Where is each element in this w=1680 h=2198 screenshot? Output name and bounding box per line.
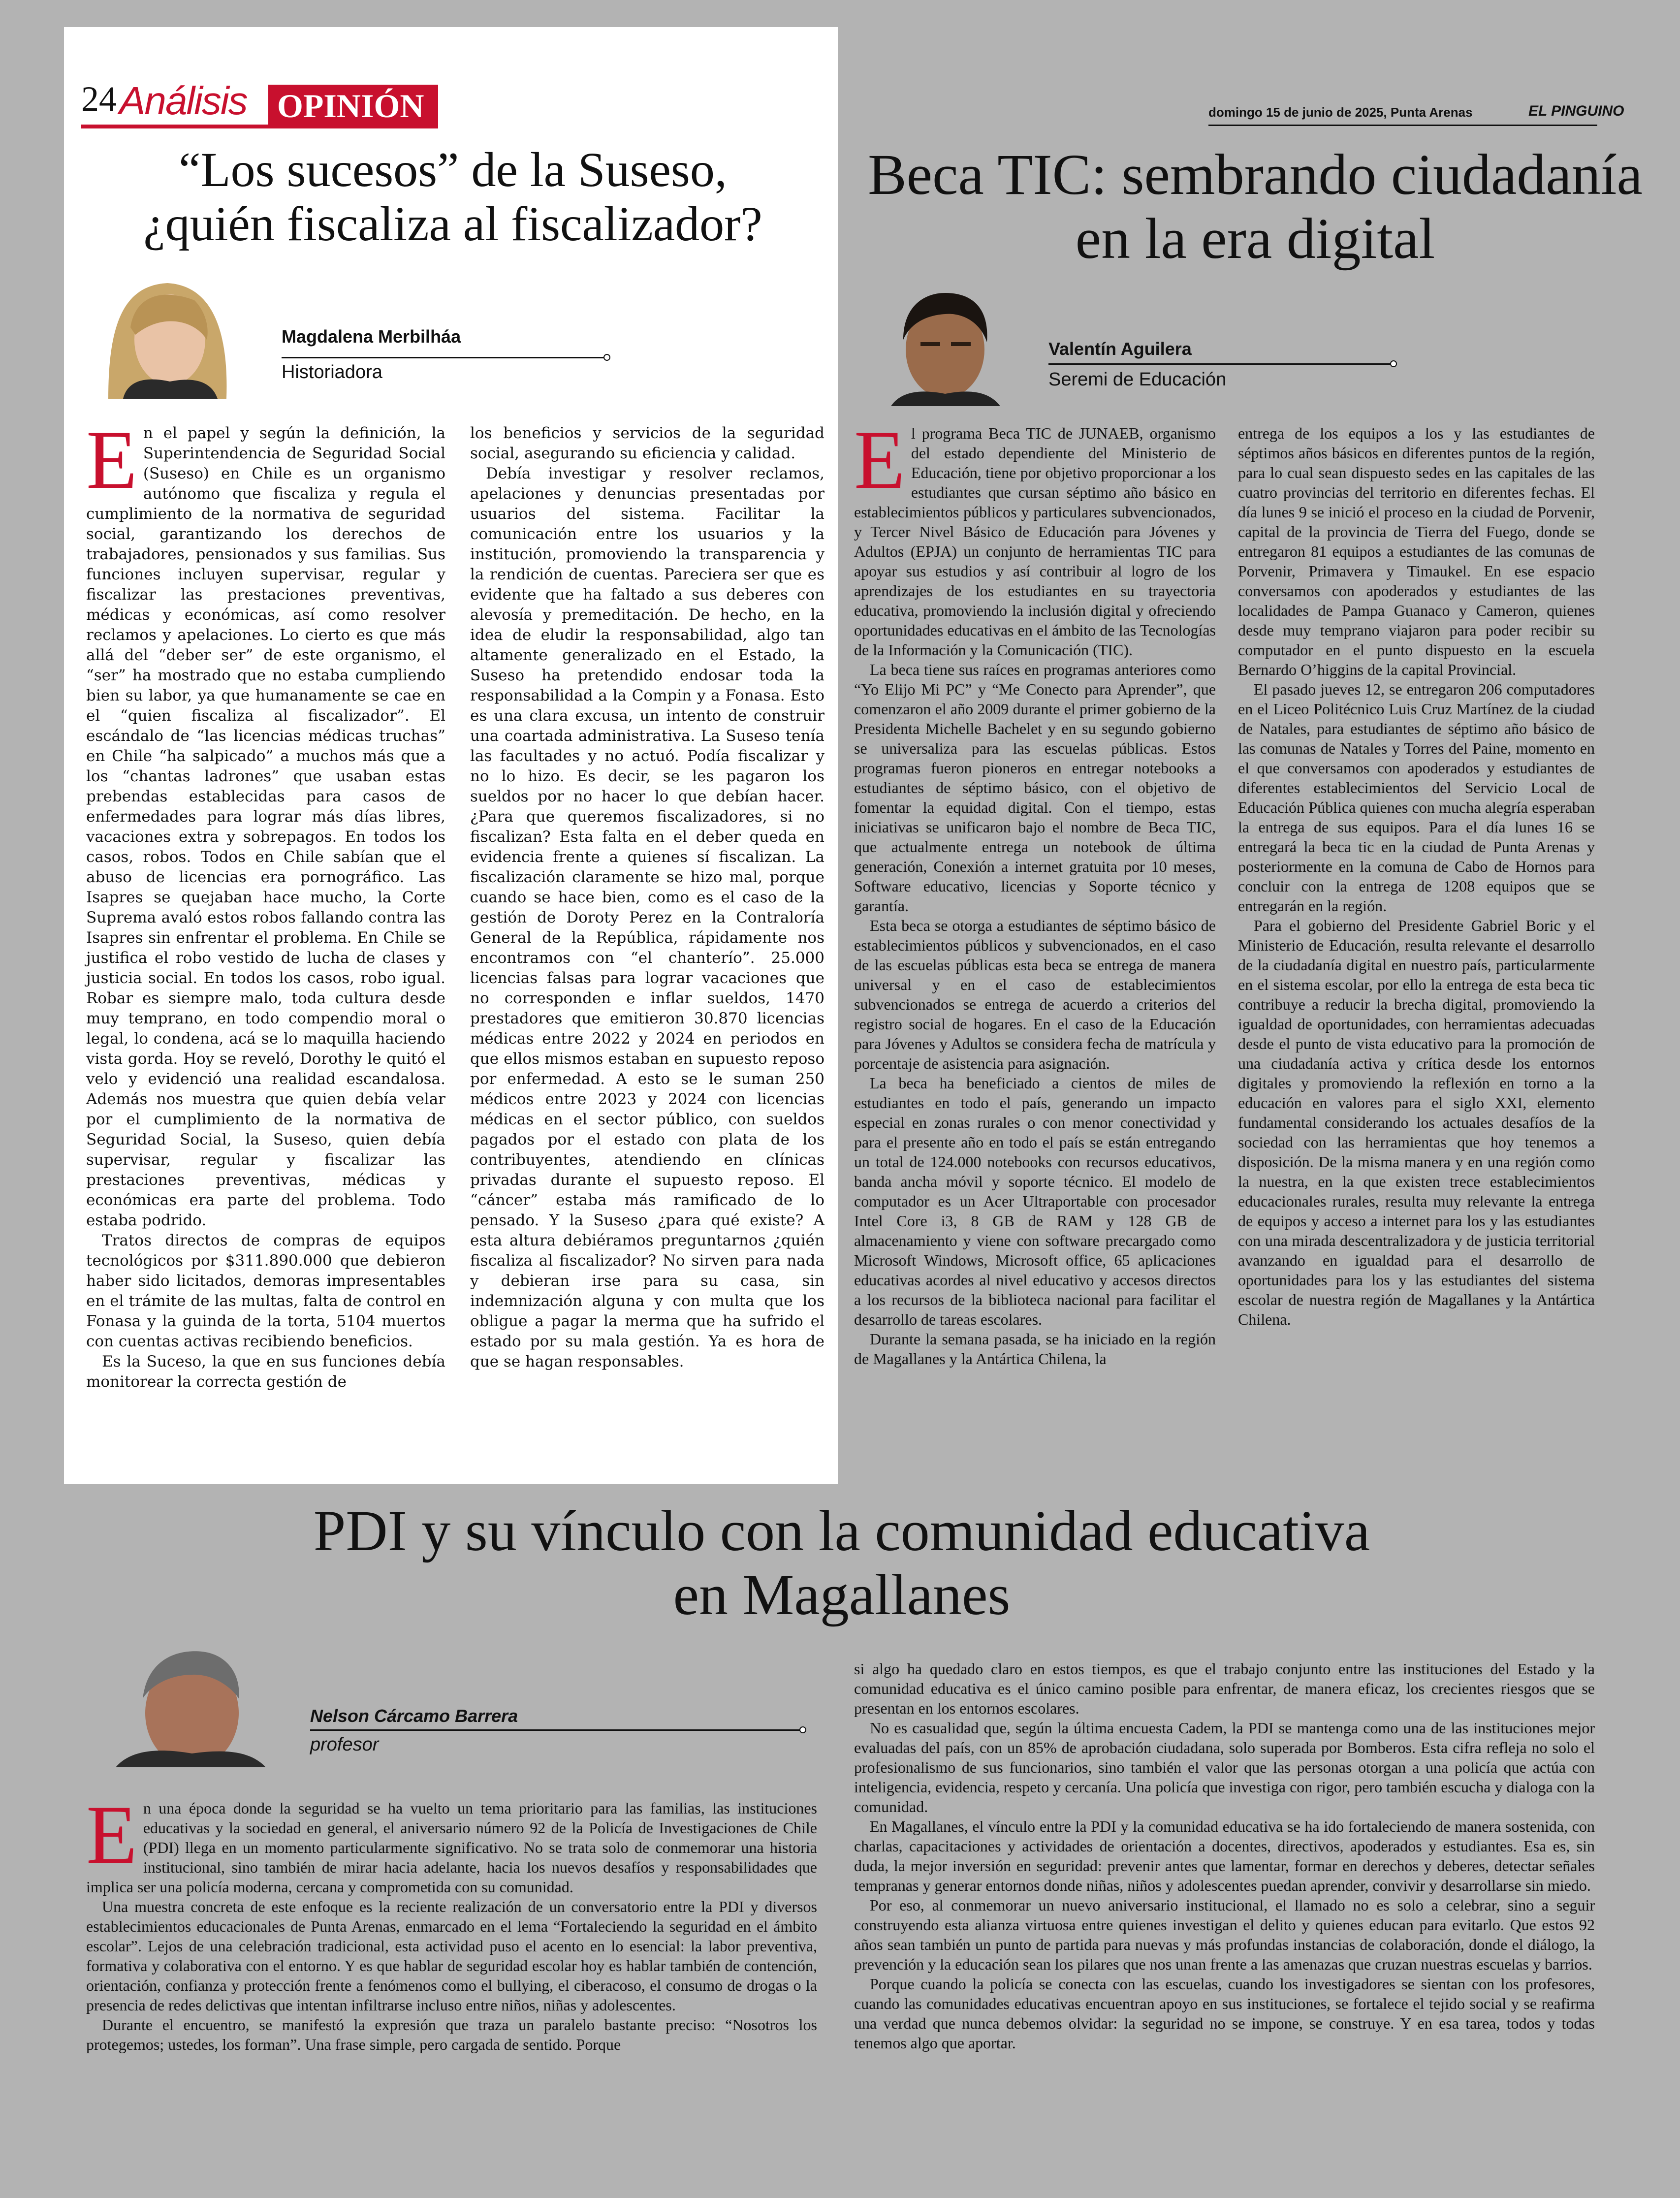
article1-column-2 <box>470 423 824 1372</box>
section-label-analisis: Análisis <box>119 79 247 123</box>
paragraph: Tratos directos de compras de equipos tecnológicos por $311.890.000 que debieron haber sido licitados, demoras impresentables en el trámite de las multas, falta de control en Fonasa y la guinda de la torta, 5104 muertos con cuentas activas recibiendo beneficios. <box>86 1232 445 1350</box>
paragraph: n el papel y según la definición, la Superintendencia de Seguridad Social (Suseso) en Chile es un organismo autónomo que fiscaliza y regula el cumplimiento de la normativa de seguridad social, garantizando los derechos de trabajadores, pensionados y sus familias. Sus funciones incluyen supervisar, regular y fiscalizar las prestaciones preventivas, médicas y económicas, así como resolver reclamos y apelaciones. Lo cierto es que más allá del “deber ser” de este organismo, el “ser” ha mostrado que no estaba cumpliendo bien su labor, ya que humanamente se cae en el “quien fiscaliza al fiscalizador”. El escándalo de “las licencias médicas truchas” en Chile “ha salpicado” a muchos más que a los “chantas ladrones” que usaban estas prebendas establecidas para casos de enfermedades para lograr más días libres, vacaciones extra y sobrepagos. En todos los casos, robos. Todos en Chile sabían que el abuso de licencias era pornográfico. Las Isapres se quejaban hace mucho, la Corte Suprema avaló estos robos fallando contra las Isapres sin enfrentar el problema. En Chile se justifica el robo vestido de lucha de clases y justicia social. En todos los casos, robo igual. Robar es siempre malo, toda cultura desde muy temprano, en todo compendio moral o legal, lo condena, acá se lo maquilla haciendo vista gorda. Hoy se reveló, Dorothy le quitó el velo y evidenció una realidad escandalosa. Además nos muestra que quien debía velar por el cumplimiento de la normativa de Seguridad Social, la Suseso, quien debía supervisar, regular y fiscalizar las prestaciones preventivas, médicas y económicas era parte del problema. Todo estaba podrido. <box>86 424 445 1229</box>
paragraph: Por eso, al conmemorar un nuevo aniversario institucional, el llamado no es solo a celebrar, sino a seguir construyendo esta alianza virtuosa entre quienes investigan el delito y quienes educan para evitarlo. Que estos 92 años sean también un punto de partida para nuevas y más profundas instancias de colaboración, donde el diálogo, la prevención y la educación sean los pilares que nos unan frente a las amenazas que cruzan nuestras escuelas y barrios. <box>854 1896 1595 1973</box>
section-rule <box>81 125 438 128</box>
header-rule <box>1208 125 1597 126</box>
article1-title: “Los sucesos” de la Suseso, ¿quién fiscaliza al fiscalizador? <box>143 142 762 251</box>
paragraph: si algo ha quedado claro en estos tiempos, es que el trabajo conjunto entre las instituciones del Estado y la comunidad educativa es el único camino posible para enfrentar, de manera eficaz, los crecientes riesgos que se presentan en los entornos escolares. <box>854 1660 1595 1717</box>
article2-column-2 <box>1238 423 1595 1329</box>
article2-drop-cap: E <box>854 414 905 506</box>
paragraph: los beneficios y servicios de la seguridad social, asegurando su eficiencia y calidad. <box>470 424 824 462</box>
article3-column-2 <box>854 1659 1595 2053</box>
paragraph: El pasado jueves 12, se entregaron 206 computadores en el Liceo Politécnico Luis Cruz Martínez de la ciudad de Natales, para estudiantes de séptimo año básico de las comunas de Natales y Torres del Paine, momento en el que conversamos con apoderados y estudiantes de diferentes establecimientos del Servicio Local de Educación Pública quienes con mucha alegría esperaban la entrega de sus equipos. Para el día lunes 16 se entregará la beca tic en la ciudad de Punta Arenas y posteriormente en la comuna de Cabo de Hornos para concluir con la entrega de 1208 equipos que se entregarán en la región. <box>1238 680 1595 915</box>
article2-author: Valentín Aguilera <box>1048 339 1192 359</box>
article1-author-role: Historiadora <box>282 362 382 382</box>
paragraph: n una época donde la seguridad se ha vuelto un tema prioritario para las familias, las instituciones educativas y la sociedad en general, el aniversario número 92 de la Policía de Investigaciones de Chile (PDI) llega en un momento particularmente significativo. No se trata solo de conmemorar una historia institucional, sino también de mirar hacia adelante, hacia los nuevos desafíos y responsabilidades que implica ser una policía moderna, cercana y comprometida con su comunidad. <box>86 1799 817 1896</box>
paragraph: l programa Beca TIC de JUNAEB, organismo del estado dependiente del Ministerio de Educación, tiene por objetivo proporcionar a los estudiantes que cursan séptimo año básico en establecimientos públicos y particulares subvencionados, y Tercer Nivel Básico de Educación para Jóvenes y Adultos (EPJA) un conjunto de herramientas TIC para apoyar sus estudios y así contribuir al logro de los aprendizajes de los estudiantes en su trayectoria educativa, promoviendo la inclusión digital y ofreciendo oportunidades educativas en el ámbito de las Tecnologías de la Información y la Comunicación (TIC). <box>854 424 1216 659</box>
paragraph: Para el gobierno del Presidente Gabriel Boric y el Ministerio de Educación, resulta relevante el desarrollo de la ciudadanía digital en nuestro país, particularmente en el sistema escolar, por ello la entrega de esta beca tic contribuye a reducir la brecha digital, promoviendo la igualdad de oportunidades, con herramientas adecuadas desde el punto de vista educativo para la promoción de una ciudadanía activa y crítica desde los entornos digitales y promoviendo la reflexión en torno a la educación en valores para el siglo XXI, elemento fundamental considerando los actuales desafíos de la sociedad con las herramientas que hoy tenemos a disposición. De la misma manera y en una región como la nuestra, en la que existen trece establecimientos educacionales rurales, resulta muy relevante la entrega de equipos y acceso a internet para los y las estudiantes con una mirada descentralizadora y de justicia territorial avanzando en igualdad para el desarrollo de oportunidades para los y las estudiantes del sistema escolar de nuestra región de Magallanes y la Antártica Chilena. <box>1238 917 1595 1328</box>
article3-drop-cap: E <box>86 1788 137 1881</box>
paragraph: Durante el encuentro, se manifestó la expresión que traza un paralelo bastante preciso: “Nosotros los protegemos; ustedes, los forman”. Una frase simple, pero cargada de sentido. Porque <box>86 2016 817 2053</box>
paragraph: La beca ha beneficiado a cientos de miles de estudiantes en todo el país, generando un impacto especial en zonas rurales o con menor conectividad y para el presente año en todo el país se están entregando un total de 124.000 notebooks con recursos educativos, banda ancha móvil y soporte técnico. El modelo de computador es un Acer Ultraportable con procesador Intel Core i3, 8 GB de RAM y 128 GB de almacenamiento y viene con software precargado como Microsoft Windows, Microsoft office, 65 aplicaciones educativas acordes al nivel educativo y accesos directos a los recursos de la biblioteca nacional para facilitar el desarrollo de tareas escolares. <box>854 1074 1216 1328</box>
paragraph: Porque cuando la policía se conecta con las escuelas, cuando los investigadores se sientan con los profesores, cuando las comunidades educativas encuentran apoyo en sus instituciones, se fortalece el tejido social y se reafirma una verdad que nunca debemos olvidar: la seguridad no se impone, se construye. Y en esa tarea, todos y todas tenemos algo que aportar. <box>854 1975 1595 2052</box>
paragraph: En Magallanes, el vínculo entre la PDI y la comunidad educativa se ha ido fortaleciendo de manera sostenida, con charlas, capacitaciones y actividades de orientación a docentes, directivos, apoderados y estudiantes. Esa es, sin duda, la mejor inversión en seguridad: prevenir antes que lamentar, formar en derechos y deberes, detectar señales tempranas y generar entornos donde niñas, niños y adolescentes puedan aprender, convivir y desarrollarse sin miedo. <box>854 1817 1595 1894</box>
paragraph: Debía investigar y resolver reclamos, apelaciones y denuncias presentadas por usuarios del sistema. Facilitar la comunicación entre los usuarios y la institución, promoviendo la transparencia y la rendición de cuentas. Pareciera ser que es evidente que ha faltado a sus deberes con alevosía y premeditación. De hecho, en la idea de eludir la responsabilidad, algo tan altamente generalizado en el Estado, la Suseso ha pretendido endosar toda la responsabilidad a la Compin y a Fonasa. Esto es una clara excusa, un intento de construir una coartada administrativa. La Suseso tenía las facultades y no actuó. Podía fiscalizar y no lo hizo. Es decir, se les pagaron los sueldos por no hacer lo que debían hacer. ¿Para que queremos fiscalizadores, si no fiscalizan? Esta falta en el deber queda en evidencia frente a quienes sí fiscalizan. La fiscalización claramente se hizo mal, porque cuando se hace bien, como es el caso de la gestión de Doroty Perez en la Contraloría General de la República, rápidamente nos encontramos con “el chanterío”. 25.000 licencias falsas para lograr vacaciones que no corresponden e inflar sueldos, 1470 prestadores que emitieron 30.870 licencias médicas entre 2022 y 2024 en periodos en que ellos mismos estaban en supuesto reposo por enfermedad. A esto se le suman 250 médicos entre 2023 y 2024 con licencias médicas en el sector público, con sueldos pagados por el estado con plata de los contribuyentes, atendiendo en clínicas privadas durante el supuesto reposo. El “cáncer” estaba más ramificado de lo pensado. Y la Suseso ¿para qué existe? A esta altura debiéramos preguntarnos ¿quién fiscaliza al fiscalizador? No sirven para nada y debieran irse para su casa, sin indemnización alguna y con multa que los obligue a pagar la merma que ha sufrido el estado por su mala gestión. Ya es hora de que se hagan responsables. <box>470 465 824 1370</box>
article2-column-1 <box>854 414 1216 1369</box>
article3-title: PDI y su vínculo con la comunidad educativa en Magallanes <box>313 1498 1370 1627</box>
paragraph: Una muestra concreta de este enfoque es la reciente realización de un conversatorio entre la PDI y diversos establecimientos educacionales de Punta Arenas, enmarcado en el lema “Fortaleciendo la seguridad en el ámbito escolar”. Lejos de una celebración tradicional, esta actividad puso el acento en lo esencial: la labor preventiva, formativa y colaborativa con el entorno. Y es que hablar de seguridad escolar hoy es hablar también de contención, orientación, confianza y protección frente a fenómenos como el bullying, el ciberacoso, el consumo de drogas o la presencia de redes delictivas que intentan infiltrarse incluso entre niños, niñas y adolescentes. <box>86 1898 817 2014</box>
article1-column-1 <box>86 414 445 1392</box>
article2-title: Beca TIC: sembrando ciudadanía en la era digital <box>868 142 1643 271</box>
article1-drop-cap: E <box>86 414 137 506</box>
paragraph: Esta beca se otorga a estudiantes de séptimo básico de establecimientos públicos y subvencionados, en el caso de las escuelas públicas esta beca se entrega de manera universal y en el caso de establecimientos subvencionados se entrega de acuerdo a criterios del registro social de hogares. En el caso de la Educación para Jóvenes y Adultos se considera fecha de matrícula y porcentaje de asistencia para asignación. <box>854 917 1216 1072</box>
article2-author-photo <box>871 286 1019 406</box>
article3-author-photo <box>103 1639 278 1767</box>
article2-byline-rule <box>1048 363 1393 365</box>
section-label-opinion: OPINIÓN <box>268 85 438 127</box>
page-number: 24 <box>81 79 117 119</box>
dateline: domingo 15 de junio de 2025, Punta Arenas <box>1208 105 1473 120</box>
article1-author-photo <box>89 266 236 399</box>
paragraph: La beca tiene sus raíces en programas anteriores como “Yo Elijo Mi PC” y “Me Conecto para Aprender”, que comenzaron el año 2009 durante el primer gobierno de la Presidenta Michelle Bachelet y en su segundo gobierno se universaliza para las escuelas públicas. Estos programas fueron pioneros en entregar notebooks a estudiantes de séptimo básico, con el objetivo de fomentar la equidad digital. Con el tiempo, estas iniciativas se unificaron bajo el nombre de Beca TIC, que actualmente entrega un notebook de última generación, Conexión a internet gratuita por 10 meses, Software educativo, licencias y Soporte técnico y garantía. <box>854 661 1216 915</box>
article2-author-role: Seremi de Educación <box>1048 369 1227 390</box>
newspaper-name: EL PINGUINO <box>1528 103 1624 119</box>
article3-author-role: profesor <box>310 1734 379 1755</box>
paragraph: No es casualidad que, según la última encuesta Cadem, la PDI se mantenga como una de las instituciones mejor evaluadas del país, con un 85% de aprobación ciudadana, solo superada por Bomberos. Esta cifra refleja no solo el profesionalismo de sus funcionarios, sino también el valor que las personas otorgan a una policía que actúa con inteligencia, evidencia, respeto y cercanía. Una policía que investiga con rigor, pero también escucha y dialoga con la comunidad. <box>854 1719 1595 1816</box>
article1-author: Magdalena Merbilháa <box>282 326 461 347</box>
article3-byline-rule <box>310 1729 802 1731</box>
article3-author: Nelson Cárcamo Barrera <box>310 1706 518 1726</box>
paragraph: Es la Suceso, la que en sus funciones debía monitorear la correcta gestión de <box>86 1353 445 1391</box>
article1-byline-rule <box>282 357 606 358</box>
article3-column-1 <box>86 1788 817 2054</box>
paragraph: entrega de los equipos a los y las estudiantes de séptimos años básicos en diferentes puntos de la región, para lo cual sean dispuesto sedes en las capitales de las cuatro provincias del territorio en diferentes fechas. El día lunes 9 se inició el proceso en la ciudad de Porvenir, capital de la provincia de Tierra del Fuego, donde se entregaron 81 equipos a estudiantes de las comunas de Porvenir, Primavera y Timaukel. En ese espacio conversamos con apoderados y estudiantes de las localidades de Pampa Guanaco y Cameron, quienes desde muy temprano viajaron para poder recibir su computador en el punto dispuesto en la escuela Bernardo O’higgins de la capital Provincial. <box>1238 424 1595 678</box>
paragraph: Durante la semana pasada, se ha iniciado en la región de Magallanes y la Antártica Chilena, la <box>854 1330 1216 1368</box>
